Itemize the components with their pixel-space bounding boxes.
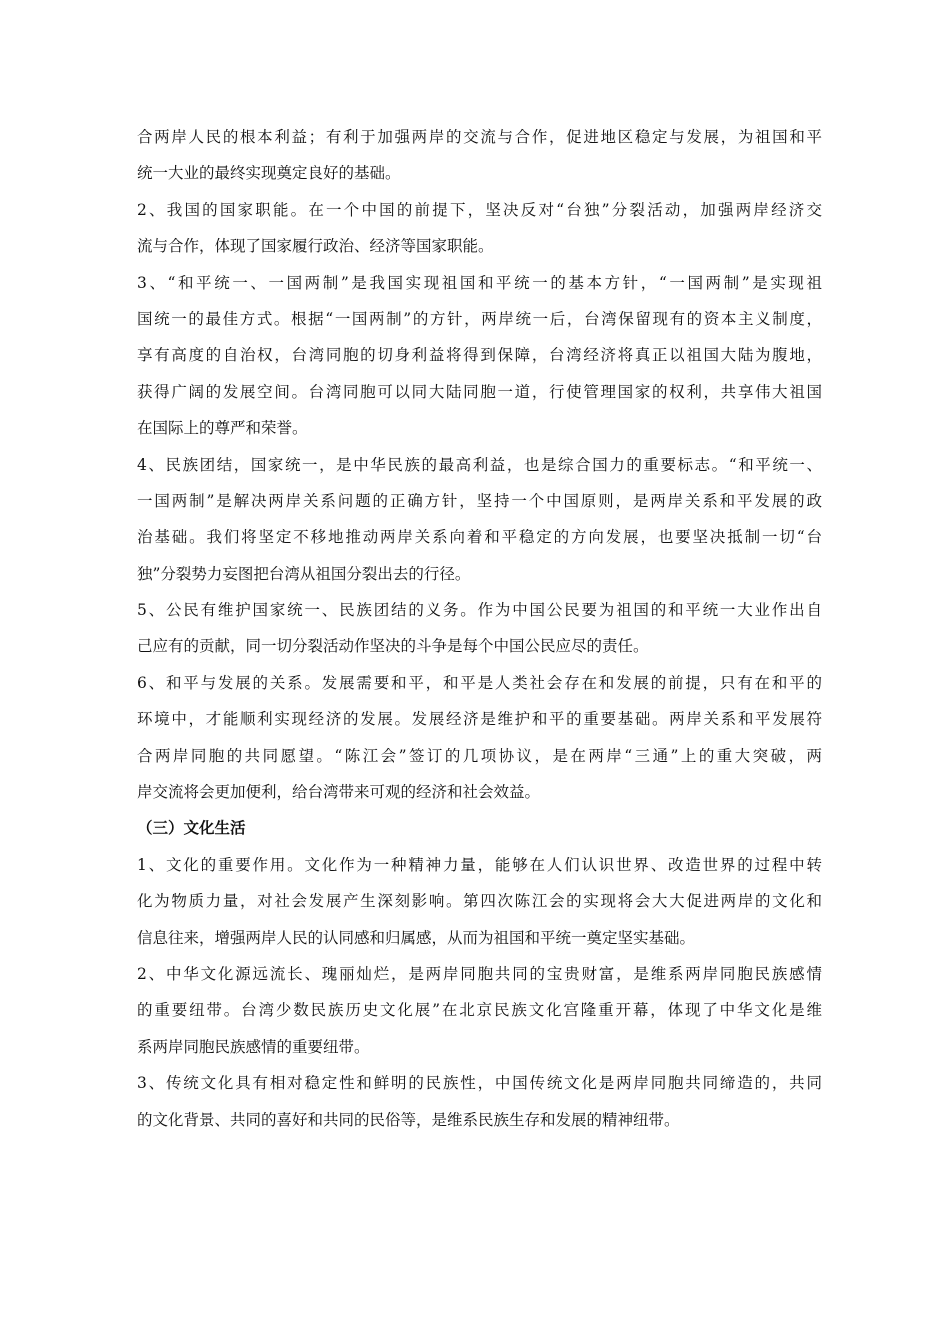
text-line: 国统一的最佳方式。根据“一国两制”的方针，两岸统一后，台湾保留现有的资本主义制度， xyxy=(137,309,822,328)
text-line: 系两岸同胞民族感情的重要纽带。 xyxy=(137,1037,370,1056)
text-line: 流与合作，体现了国家履行政治、经济等国家职能。 xyxy=(137,237,494,256)
text-line: 环境中，才能顺利实现经济的发展。发展经济是维护和平的重要基础。两岸关系和平发展符 xyxy=(137,710,822,729)
text-line: 5、公民有维护国家统一、民族团结的义务。作为中国公民要为祖国的和平统一大业作出自 xyxy=(137,601,822,620)
text-line: 合两岸同胞的共同愿望。“陈江会”签订的几项协议，是在两岸“三通”上的重大突破，两 xyxy=(137,746,822,765)
text-line: 化为物质力量，对社会发展产生深刻影响。第四次陈江会的实现将会大大促进两岸的文化和 xyxy=(137,892,822,911)
text-line: 的重要纽带。台湾少数民族历史文化展”在北京民族文化宫隆重开幕，体现了中华文化是维 xyxy=(137,1001,822,1020)
text-line: 岸交流将会更加便利，给台湾带来可观的经济和社会效益。 xyxy=(137,783,541,802)
text-line: 己应有的贡献，同一切分裂活动作坚决的斗争是每个中国公民应尽的责任。 xyxy=(137,637,649,656)
text-line: 2、中华文化源远流长、瑰丽灿烂，是两岸同胞共同的宝贵财富，是维系两岸同胞民族感情 xyxy=(137,964,822,983)
text-line: 获得广阔的发展空间。台湾同胞可以同大陆同胞一道，行使管理国家的权利，共享伟大祖国 xyxy=(137,382,822,401)
text-line: 一国两制”是解决两岸关系问题的正确方针，坚持一个中国原则，是两岸关系和平发展的政 xyxy=(137,491,822,510)
text-line: 合两岸人民的根本利益；有利于加强两岸的交流与合作，促进地区稳定与发展，为祖国和平 xyxy=(137,128,822,146)
text-line: 治基础。我们将坚定不移地推动两岸关系向着和平稳定的方向发展，也要坚决抵制一切“台 xyxy=(137,528,822,547)
text-line: 4、民族团结，国家统一，是中华民族的最高利益，也是综合国力的重要标志。“和平统一、 xyxy=(137,455,822,474)
text-line: 1、文化的重要作用。文化作为一种精神力量，能够在人们认识世界、改造世界的过程中转 xyxy=(137,855,822,874)
text-line: 3、“和平统一、一国两制”是我国实现祖国和平统一的基本方针，“一国两制”是实现祖 xyxy=(137,273,822,292)
text-line: 的文化背景、共同的喜好和共同的民俗等，是维系民族生存和发展的精神纽带。 xyxy=(137,1110,680,1129)
text-line: 享有高度的自治权，台湾同胞的切身利益将得到保障，台湾经济将真正以祖国大陆为腹地， xyxy=(137,346,822,365)
text-line: 信息往来，增强两岸人民的认同感和归属感，从而为祖国和平统一奠定坚实基础。 xyxy=(137,928,696,947)
text-line: 6、和平与发展的关系。发展需要和平，和平是人类社会存在和发展的前提，只有在和平的 xyxy=(137,673,822,692)
text-line: 在国际上的尊严和荣誉。 xyxy=(137,419,308,438)
text-line: 3、传统文化具有相对稳定性和鲜明的民族性，中国传统文化是两岸同胞共同缔造的，共同 xyxy=(137,1074,822,1093)
text-line: 统一大业的最终实现奠定良好的基础。 xyxy=(137,164,401,183)
text-line: 2、我国的国家职能。在一个中国的前提下，坚决反对“台独”分裂活动，加强两岸经济交 xyxy=(137,200,822,219)
document-body xyxy=(137,119,822,1138)
text-line: 独”分裂势力妄图把台湾从祖国分裂出去的行径。 xyxy=(137,564,471,583)
section-heading: （三）文化生活 xyxy=(137,818,246,838)
